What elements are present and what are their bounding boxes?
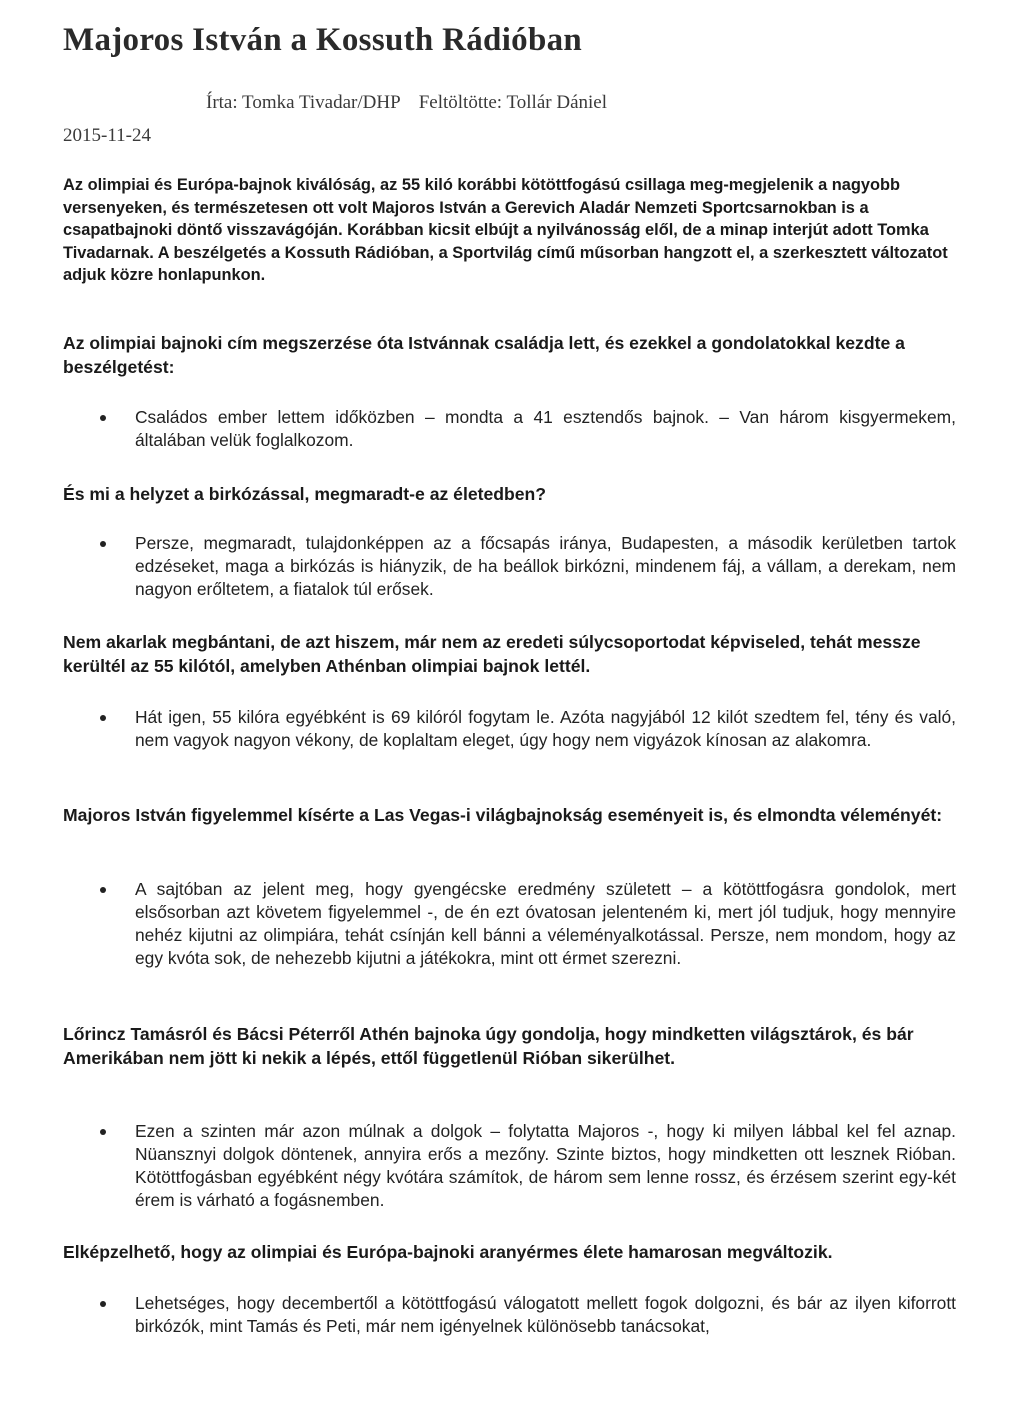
answer-3	[100, 706, 956, 752]
publish-date: 2015-11-24	[63, 125, 151, 146]
answer-list-5	[100, 1120, 956, 1212]
bullet-icon	[100, 887, 106, 893]
answer-text-2: Persze, megmaradt, tulajdonképpen az a főcsapás iránya, Budapesten, a második kerületben tartok edzéseket, maga a birkózás is hiányzik, de ha beállok birkózni, mindenem fáj, a vállam, a derekam, nem nagyon erőltetem, a fiatalok túl erősek.	[135, 533, 956, 599]
answer-list-3	[100, 706, 956, 752]
answer-6	[100, 1292, 956, 1338]
answer-5	[100, 1120, 956, 1212]
bullet-icon	[100, 1301, 106, 1307]
bullet-icon	[100, 415, 106, 421]
question-4: Majoros István figyelemmel kísérte a Las Vegas-i világbajnokság eseményeit is, és elmondta véleményét:	[63, 805, 943, 825]
lead-paragraph: Az olimpiai és Európa-bajnok kiválóság, az 55 kiló korábbi kötöttfogású csillaga meg-megjelenik a nagyobb versenyeken, és természetesen ott volt Majoros István a Gerevich Aladár Nemzeti Sportcsarnokban is a csapatbajnoki döntő visszavágóján. Korábban kicsit elbújt a nyilvánosság elől, de a minap interjút adott Tomka Tivadarnak. A beszélgetés a Kossuth Rádióban, a Sportvilág című műsorban hangzott el, a szerkesztett változatot adjuk közre honlapunkon.	[63, 176, 948, 285]
question-3: Nem akarlak megbántani, de azt hiszem, már nem az eredeti súlycsoportodat képviseled, tehát messze kerültél az 55 kilótól, amelyben Athénban olimpiai bajnok lettél.	[63, 632, 921, 676]
answer-1	[100, 406, 956, 452]
uploader-label: Feltöltötte: Tollár Dániel	[418, 92, 607, 113]
question-6: Elképzelhető, hogy az olimpiai és Európa-bajnoki aranyérmes élete hamarosan megváltozik.	[63, 1242, 833, 1262]
answer-list-1	[100, 406, 956, 452]
answer-text-6: Lehetséges, hogy decembertől a kötöttfogású válogatott mellett fogok dolgozni, és bár az ilyen kiforrott birkózók, mint Tamás és Peti, már nem igényelnek különösebb tanácsokat,	[135, 1293, 956, 1336]
question-2: És mi a helyzet a birkózással, megmaradt-e az életedben?	[63, 484, 547, 504]
answer-text-4: A sajtóban az jelent meg, hogy gyengécske eredmény született – a kötöttfogásra gondolok, mert elsősorban azt követem figyelemmel -, de én ezt óvatosan jelenteném ki, mert jól tudjuk, hogy mennyire nehéz kijutni az olimpiára, tehát csínján kell bánni a véleményalkotással. Persze, nem mondom, hogy az egy kvóta sok, de nehezebb kijutni a játékokra, mint ott érmet szerezni.	[135, 879, 956, 968]
author-label: Írta: Tomka Tivadar/DHP	[206, 92, 400, 113]
answer-text-1: Családos ember lettem időközben – mondta a 41 esztendős bajnok. – Van három kisgyermekem, általában velük foglalkozom.	[135, 407, 956, 450]
answer-4	[100, 878, 956, 970]
answer-text-5: Ezen a szinten már azon múlnak a dolgok – folytatta Majoros -, hogy ki milyen lábbal kel fel aznap. Nüansznyi dolgok döntenek, annyira erős a mezőny. Szinte biztos, hogy mindketten ott lesznek Rióban. Kötöttfogásban egyébként négy kvótára számítok, de három sem lenne rossz, és érzésem szerint egy-két érem is várható a fogásnemben.	[135, 1121, 956, 1210]
article-title: Majoros István a Kossuth Rádióban	[63, 22, 583, 58]
answer-list-6	[100, 1292, 956, 1338]
byline	[206, 92, 607, 114]
question-1: Az olimpiai bajnoki cím megszerzése óta Istvánnak családja lett, és ezekkel a gondolatokkal kezdte a beszélgetést:	[63, 333, 905, 377]
bullet-icon	[100, 1129, 106, 1135]
answer-2	[100, 532, 956, 601]
bullet-icon	[100, 715, 106, 721]
answer-list-2	[100, 532, 956, 601]
question-5: Lőrincz Tamásról és Bácsi Péterről Athén bajnoka úgy gondolja, hogy mindketten világsztárok, és bár Amerikában nem jött ki nekik a lépés, ettől függetlenül Rióban sikerülhet.	[63, 1024, 914, 1068]
answer-text-3: Hát igen, 55 kilóra egyébként is 69 kilóról fogytam le. Azóta nagyjából 12 kilót szedtem fel, tény és való, nem vagyok nagyon vékony, de koplaltam eleget, úgy hogy nem vigyázok kínosan az alakomra.	[135, 707, 956, 750]
answer-list-4	[100, 878, 956, 970]
bullet-icon	[100, 541, 106, 547]
